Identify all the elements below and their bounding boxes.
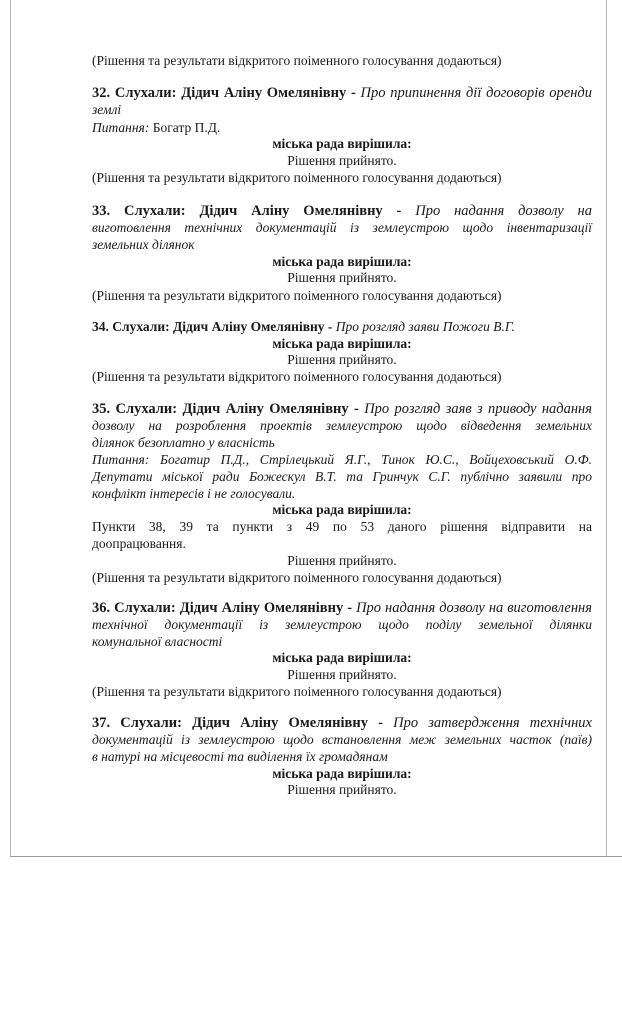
left-scan-edge <box>10 0 11 856</box>
item-33-line-1: 33. Слухали: Дідич Аліну Омелянівну - Про надання дозволу на <box>92 203 592 219</box>
item-34-result-note: (Рішення та результати відкритого поіменного голосування додаються) <box>92 369 502 384</box>
item-34-council-decided: міська рада вирішила: <box>272 336 412 351</box>
item-34-line-1: 34. Слухали: Дідич Аліну Омелянівну - Про розгляд заяви Пожоги В.Г. <box>92 319 515 334</box>
item-37-council-decided: міська рада вирішила: <box>272 766 412 781</box>
item-32-decision-adopted: Рішення прийнято. <box>287 153 397 168</box>
item-32-question: Питання: Богатр П.Д. <box>92 120 221 135</box>
item-35-conflict-line-1: Депутати міської ради Божескул В.Т. та Гринчук С.Г. публічно заявили про <box>92 469 592 484</box>
item-32-line-2: землі <box>92 102 122 117</box>
item-33-decision-adopted: Рішення прийнято. <box>287 270 397 285</box>
item-36-council-decided: міська рада вирішила: <box>272 650 412 665</box>
item-35-decision-line-2: доопрацювання. <box>92 536 186 551</box>
item-35-line-3: ділянок безоплатно у власність <box>92 435 275 450</box>
item-33-line-2: виготовлення технічних документацій із землеустрою щодо інвентаризації <box>92 220 592 235</box>
item-35-decision-line-1: Пункти 38, 39 та пункти з 49 по 53 даного рішення відправити на <box>92 519 592 534</box>
item-36-decision-adopted: Рішення прийнято. <box>287 667 397 682</box>
item-35-line-1: 35. Слухали: Дідич Аліну Омелянівну - Про розгляд заяв з приводу надання <box>92 401 592 417</box>
item-35-council-decided: міська рада вирішила: <box>272 502 412 517</box>
page-bottom-edge <box>10 856 622 857</box>
item-35-decision-adopted: Рішення прийнято. <box>287 553 397 568</box>
item-33-result-note: (Рішення та результати відкритого поіменного голосування додаються) <box>92 288 502 303</box>
item-32-result-note: (Рішення та результати відкритого поіменного голосування додаються) <box>92 170 502 185</box>
item-36-line-2: технічної документації із землеустрою щодо поділу земельної ділянки <box>92 617 592 632</box>
item-33-council-decided: міська рада вирішила: <box>272 254 412 269</box>
right-scan-edge <box>606 0 607 856</box>
item-32-line-1: 32. Слухали: Дідич Аліну Омелянівну - Про припинення дії договорів оренди <box>92 85 592 101</box>
item-32-council-decided: міська рада вирішила: <box>272 136 412 151</box>
item-35-line-2: дозволу на розроблення проектів землеустрою щодо відведення земельних <box>92 418 592 433</box>
item-37-decision-adopted: Рішення прийнято. <box>287 782 397 797</box>
item-35-result-note: (Рішення та результати відкритого поіменного голосування додаються) <box>92 570 502 585</box>
item-36-result-note: (Рішення та результати відкритого поіменного голосування додаються) <box>92 684 502 699</box>
item-34-decision-adopted: Рішення прийнято. <box>287 352 397 367</box>
item-35-conflict-line-2: конфлікт інтересів і не голосували. <box>92 486 296 501</box>
item-37-line-3: в натурі на місцевості та виділення їх громадянам <box>92 749 388 764</box>
result-note: (Рішення та результати відкритого поіменного голосування додаються) <box>92 53 502 68</box>
item-37-line-1: 37. Слухали: Дідич Аліну Омелянівну - Про затвердження технічних <box>92 715 592 731</box>
item-36-line-3: комунальної власності <box>92 634 223 649</box>
item-35-question: Питання: Богатир П.Д., Стрілецький Я.Г., Тинок Ю.С., Войцеховський О.Ф. <box>92 452 592 467</box>
item-33-line-3: земельних ділянок <box>92 237 195 252</box>
item-36-line-1: 36. Слухали: Дідич Аліну Омелянівну - Про надання дозволу на виготовлення <box>92 600 592 616</box>
item-37-line-2: документацій із землеустрою щодо встановлення меж земельних часток (паїв) <box>92 732 592 747</box>
